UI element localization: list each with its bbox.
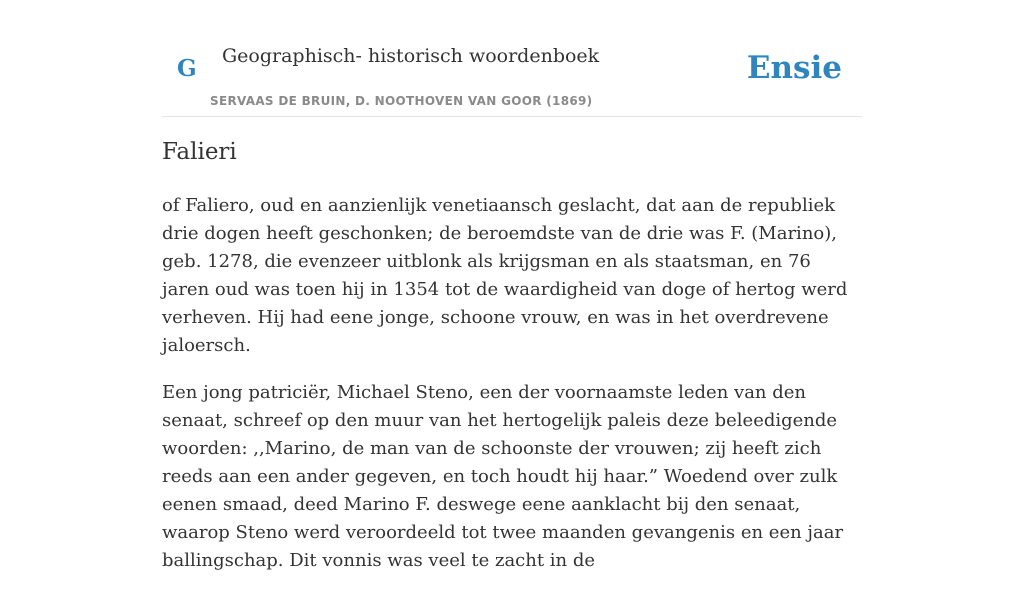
brand-logo-link[interactable]: Ensie — [746, 50, 842, 86]
book-letter-badge[interactable]: G — [177, 55, 197, 82]
entry-body — [162, 192, 862, 594]
book-author: SERVAAS DE BRUIN, D. NOOTHOVEN VAN GOOR (1869) — [210, 94, 593, 108]
entry-paragraph: Een jong patriciër, Michael Steno, een der voornaamste leden van den senaat, schreef op den muur van het hertogelijk paleis deze beleedigende woorden: ,,Marino, de man van de schoonste der vrouwen; zij heeft zich reeds aan een ander gegeven, en toch houdt hij haar.” Woedend over zulk eenen smaad, deed Marino F. deswege eene aanklacht bij den senaat, waarop Steno werd veroordeeld tot twee maanden gevangenis en een jaar ballingschap. Dit vonnis was veel te zacht in de — [162, 382, 844, 571]
entry-paragraph: of Faliero, oud en aanzienlijk venetiaansch geslacht, dat aan de republiek drie dogen heeft geschonken; de beroemdste van de drie was F. (Marino), geb. 1278, die evenzeer uitblonk als krijgsman en als staatsman, en 76 jaren oud was toen hij in 1354 tot de waardigheid van doge of hertog werd verheven. Hij had eene jonge, schoone vrouw, en was in het overdrevene jaloersch. — [162, 195, 848, 356]
entry-title: Falieri — [162, 139, 237, 165]
header — [162, 0, 862, 117]
book-title-link[interactable]: Geographisch- historisch woordenboek — [222, 45, 600, 67]
